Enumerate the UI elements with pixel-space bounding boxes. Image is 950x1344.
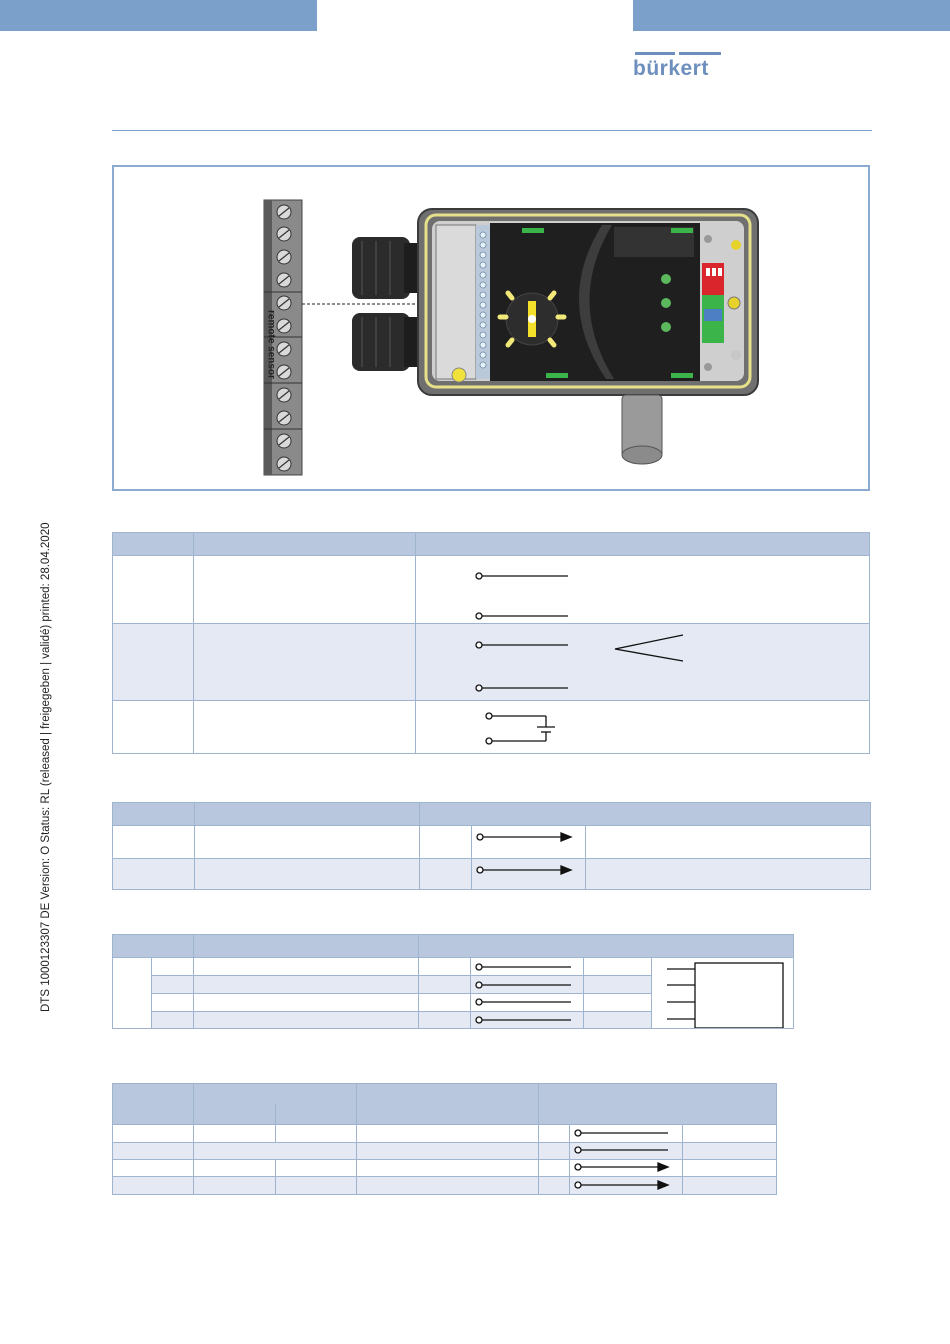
table-2-symbols bbox=[113, 803, 870, 889]
logo-text: bürkert bbox=[633, 57, 709, 80]
table-1 bbox=[112, 532, 870, 754]
table-4-symbols bbox=[113, 1084, 776, 1194]
header-bar-right bbox=[633, 0, 950, 31]
table-3 bbox=[112, 934, 794, 1029]
logo-bar-1 bbox=[635, 52, 675, 55]
table-1-symbols bbox=[113, 533, 869, 753]
table-2 bbox=[112, 802, 871, 890]
table-4 bbox=[112, 1083, 777, 1195]
header-bar-left bbox=[0, 0, 317, 31]
device-illustration bbox=[114, 167, 868, 489]
burkert-logo bbox=[633, 52, 723, 82]
logo-bar-2 bbox=[679, 52, 721, 55]
remote-sensor-label: remote sensor bbox=[265, 310, 277, 379]
header-rule bbox=[112, 130, 872, 131]
document-status-text: DTS 1000123307 DE Version: O Status: RL (released | freigegeben | validé) printed: 28.04.2020 bbox=[40, 522, 52, 1012]
table-3-symbols bbox=[113, 935, 793, 1028]
device-figure bbox=[112, 165, 870, 491]
